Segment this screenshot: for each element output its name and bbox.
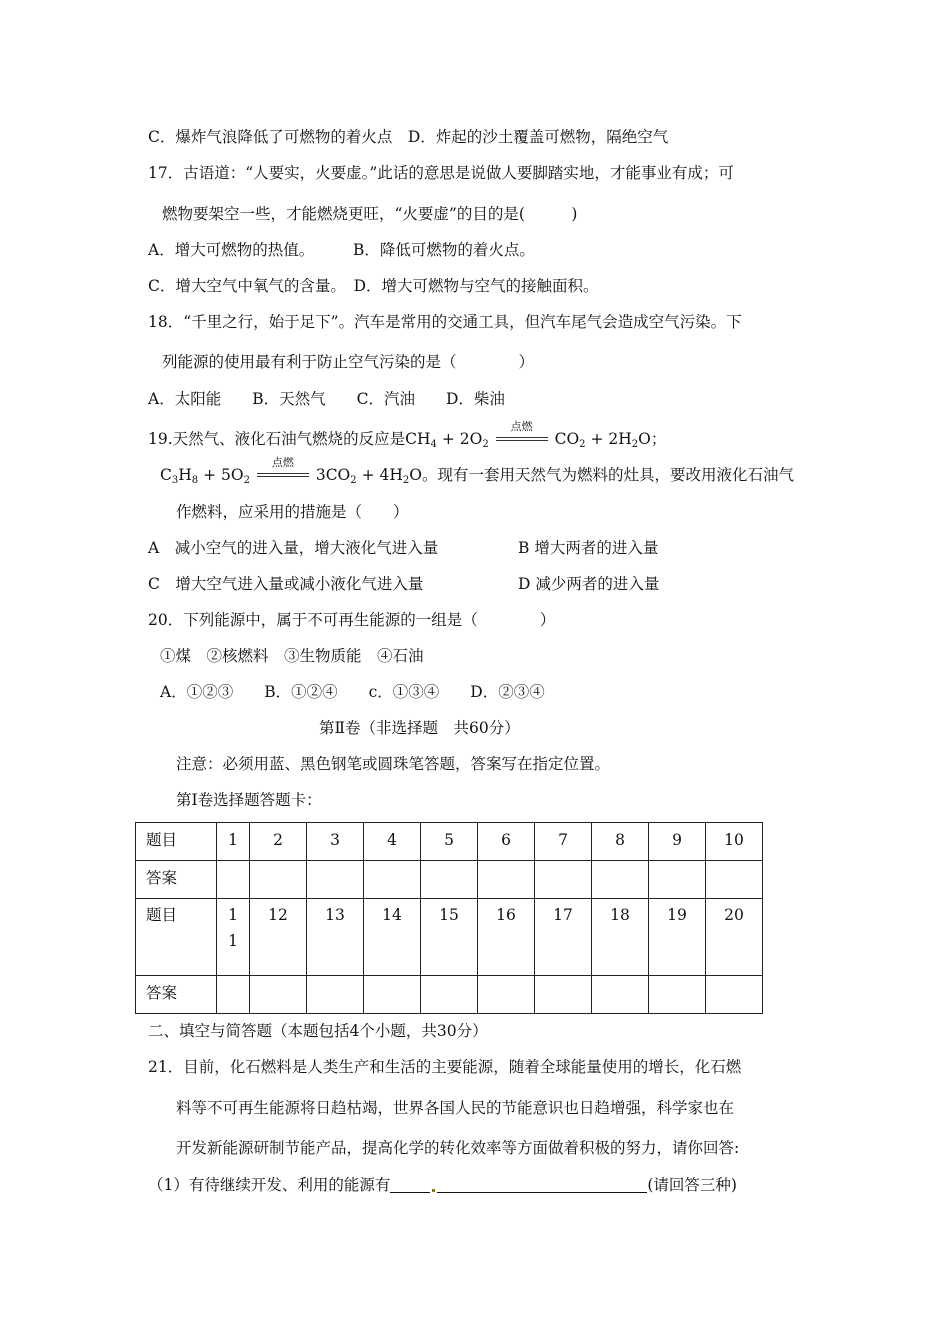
question-number: 18 [592,899,649,976]
q17-stem-line2: 燃物要架空一些，才能燃烧更旺，“火要虚”的目的是( ) [162,205,578,223]
q21-sub1-tail: (请回答三种) [647,1176,737,1194]
answer-cell[interactable] [250,976,307,1014]
table-row [136,823,763,861]
table-row [136,976,763,1014]
answer-cell[interactable] [535,976,592,1014]
q19-option-a: A 减小空气的进入量，增大液化气进入量 [148,539,439,557]
question-number: 15 [421,899,478,976]
row-label: 题目 [136,899,217,976]
question-number: 1 1 [217,899,250,976]
q19-line2 [160,456,794,491]
answer-cell[interactable] [592,861,649,899]
table-row [136,899,763,976]
question-number: 5 [421,823,478,861]
reaction-arrow: 点燃 [494,430,550,450]
question-number: 13 [307,899,364,976]
answer-cell[interactable] [706,976,763,1014]
question-number: 4 [364,823,421,861]
q21-sub1 [148,1175,737,1195]
question-number: 17 [535,899,592,976]
question-number: 3 [307,823,364,861]
q17-options-cd: C．增大空气中氧气的含量。 D．增大可燃物与空气的接触面积。 [148,277,599,295]
q18-options: A．太阳能 B．天然气 C．汽油 D．柴油 [148,390,505,408]
q21-line3: 开发新能源研制节能产品，提高化学的转化效率等方面做着积极的努力，请你回答: [176,1139,740,1157]
question-number: 6 [478,823,535,861]
q21-sub1-text: （1）有待继续开发、利用的能源有 [148,1176,391,1194]
answer-cell[interactable] [364,861,421,899]
q19-eq2-right: $3CO_2 + 4H_2O$ [315,466,422,486]
q19-option-c: C 增大空气进入量或减小液化气进入量 [148,575,424,593]
q19-eq2-left: $C_3H_8 + 5O_2$ [160,466,250,486]
question-number: 20 [706,899,763,976]
q18-stem-line1: 18．“千里之行，始于足下”。汽车是常用的交通工具，但汽车尾气会造成空气污染。下 [148,313,742,331]
q19-line2-tail: 。现有一套用天然气为燃料的灶具，要改用液化石油气 [421,466,794,484]
q19-eq1-right: $CO_2 + 2H_2O$； [554,430,667,450]
q19-option-b: B 增大两者的进入量 [518,539,659,557]
q18-stem-line2: 列能源的使用最有利于防止空气污染的是（ ） [162,353,535,371]
answer-cell[interactable] [421,861,478,899]
answer-blank[interactable] [390,1176,430,1193]
question-number: 7 [535,823,592,861]
answer-cell[interactable] [250,861,307,899]
answer-cell[interactable] [535,861,592,899]
reaction-arrow: 点燃 [255,466,311,486]
answer-cell[interactable] [706,861,763,899]
answer-cell[interactable] [364,976,421,1014]
answer-cell[interactable] [478,861,535,899]
row-label: 题目 [136,823,217,861]
question-number: 16 [478,899,535,976]
answer-cell[interactable] [307,861,364,899]
question-number: 19 [649,899,706,976]
question-number: 9 [649,823,706,861]
question-number: 1 [217,823,250,861]
table-row [136,861,763,899]
answer-cell[interactable] [649,861,706,899]
q17-options-ab: A．增大可燃物的热值。 B．降低可燃物的着火点。 [148,241,535,259]
q17-stem-line1: 17．古语道：“人要实，火要虚。”此话的意思是说做人要脚踏实地，才能事业有成；可 [148,164,734,182]
q19-line3: 作燃料，应采用的措施是（ ） [176,503,409,521]
question-number: 2 [250,823,307,861]
row-label: 答案 [136,976,217,1014]
mark-dot [432,1189,435,1192]
answer-cell[interactable] [307,976,364,1014]
q20-options: A．①②③ B．①②④ c．①③④ D．②③④ [160,683,545,701]
q19-option-d: D 减少两者的进入量 [518,575,660,593]
question-number: 12 [250,899,307,976]
answer-cell[interactable] [217,976,250,1014]
answer-card-table [135,822,763,1014]
row-label: 答案 [136,861,217,899]
part2-note: 注意：必须用蓝、黑色钢笔或圆珠笔答题，答案写在指定位置。 [176,755,611,773]
question-number: 14 [364,899,421,976]
part2-title: 第Ⅱ卷（非选择题 共60分） [319,719,520,737]
answer-cell[interactable] [649,976,706,1014]
question-number: 8 [592,823,649,861]
q21-line1: 21．目前，化石燃料是人类生产和生活的主要能源，随着全球能量使用的增长，化石燃 [148,1058,742,1076]
q20-stem: 20．下列能源中，属于不可再生能源的一组是（ ） [148,611,556,629]
answer-card-title: 第Ⅰ卷选择题答题卡： [176,791,322,809]
question-number: 10 [706,823,763,861]
q20-items: ①煤 ②核燃料 ③生物质能 ④石油 [160,647,424,665]
section2-title: 二、填空与简答题（本题包括4个小题，共30分） [148,1022,488,1040]
answer-cell[interactable] [217,861,250,899]
answer-blank[interactable] [437,1176,647,1193]
answer-cell[interactable] [478,976,535,1014]
q16-option-c-d: C．爆炸气浪降低了可燃物的着火点 D．炸起的沙土覆盖可燃物，隔绝空气 [148,128,669,146]
q21-line2: 料等不可再生能源将日趋枯竭，世界各国人民的节能意识也日趋增强，科学家也在 [176,1099,735,1117]
q19-line1 [148,420,667,455]
q19-intro: 19.天然气、液化石油气燃烧的反应是 [148,430,406,448]
q19-eq1-left: $CH_4 + 2O_2$ [405,430,489,450]
answer-cell[interactable] [592,976,649,1014]
answer-cell[interactable] [421,976,478,1014]
